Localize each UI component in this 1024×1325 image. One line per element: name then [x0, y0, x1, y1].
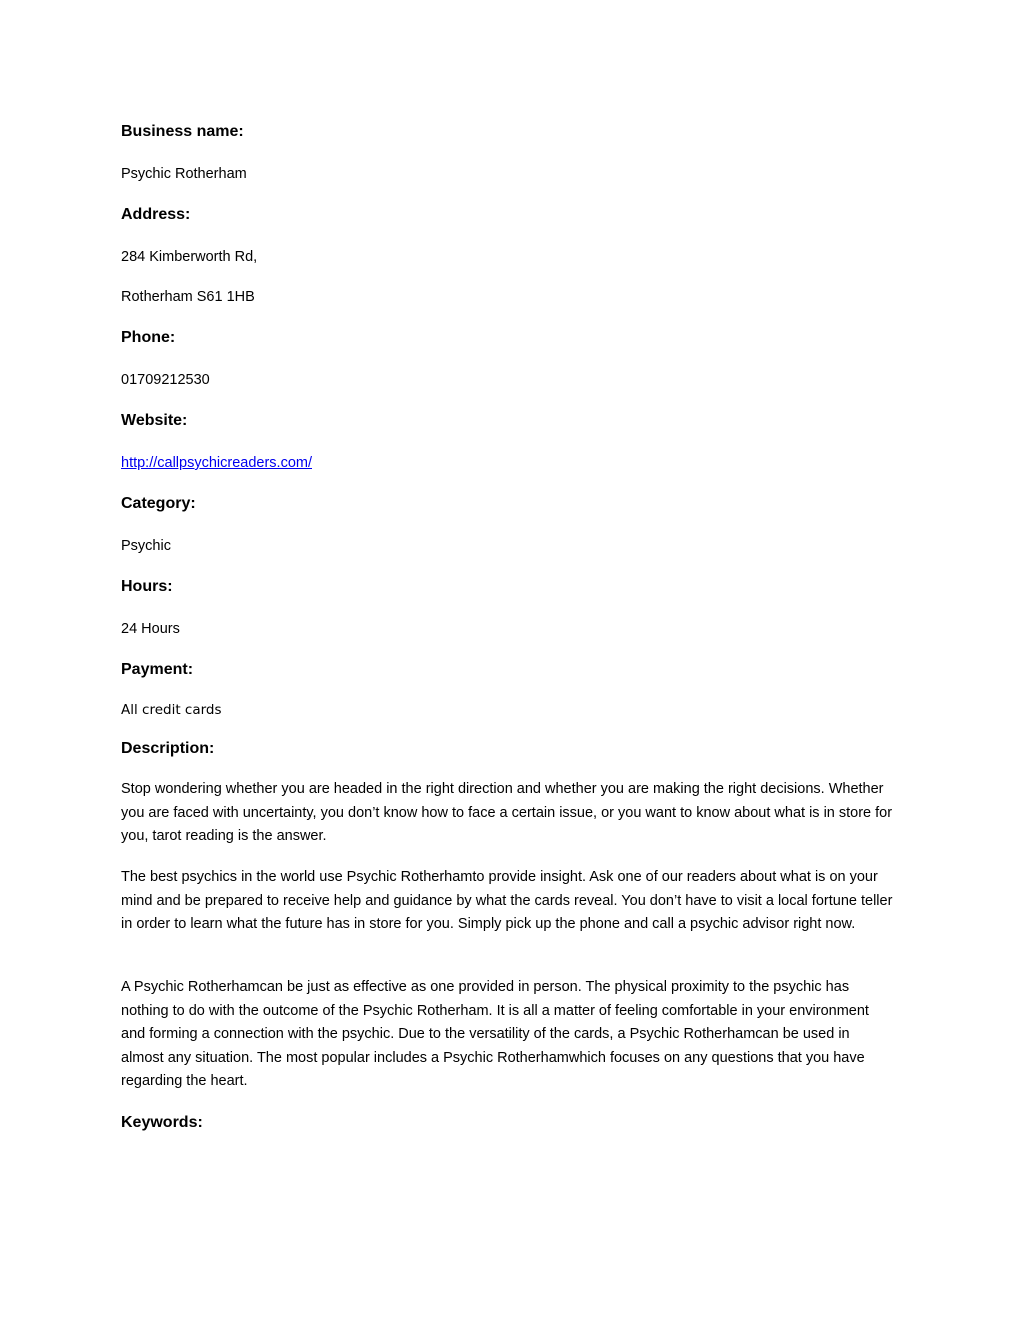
phone-heading: Phone:	[121, 329, 176, 346]
hours-heading: Hours:	[121, 578, 173, 595]
business-name-heading: Business name:	[121, 123, 244, 140]
address-line-2: Rotherham S61 1HB	[121, 289, 255, 305]
payment-heading: Payment:	[121, 661, 194, 678]
category-heading: Category:	[121, 495, 196, 512]
address-heading: Address:	[121, 206, 191, 223]
website-heading: Website:	[121, 412, 188, 429]
keywords-heading: Keywords:	[121, 1114, 203, 1131]
website-link[interactable]: http://callpsychicreaders.com/	[121, 455, 312, 471]
hours-value: 24 Hours	[121, 621, 180, 637]
category-value: Psychic	[121, 538, 171, 554]
payment-value: All credit cards	[121, 702, 222, 718]
address-line-1: 284 Kimberworth Rd,	[121, 249, 258, 265]
description-paragraph-1: Stop wondering whether you are headed in the right direction and whether you are making the right decisions. Whether you are faced with uncertainty, you don’t know how to face a certain issue, or you want to know about what is in store for you, tarot reading is the answer.	[121, 781, 893, 844]
business-name-value: Psychic Rotherham	[121, 166, 247, 182]
description-paragraph-3: A Psychic Rotherhamcan be just as effective as one provided in person. The physical proximity to the psychic has nothing to do with the outcome of the Psychic Rotherham. It is all a matter of feeling comfortable in your environment and forming a connection with the psychic. Due to the versatility of the cards, a Psychic Rotherhamcan be used in almost any situation. The most popular includes a Psychic Rotherhamwhich focuses on any questions that you have regarding the heart.	[121, 979, 869, 1089]
description-paragraph-2: The best psychics in the world use Psychic Rotherhamto provide insight. Ask one of our readers about what is on your mind and be prepared to receive help and guidance by what the cards reveal. You don’t have to visit a local fortune teller in order to learn what the future has in store for you. Simply pick up the phone and call a psychic advisor right now.	[121, 869, 893, 932]
phone-value: 01709212530	[121, 372, 210, 388]
description-heading: Description:	[121, 740, 215, 757]
